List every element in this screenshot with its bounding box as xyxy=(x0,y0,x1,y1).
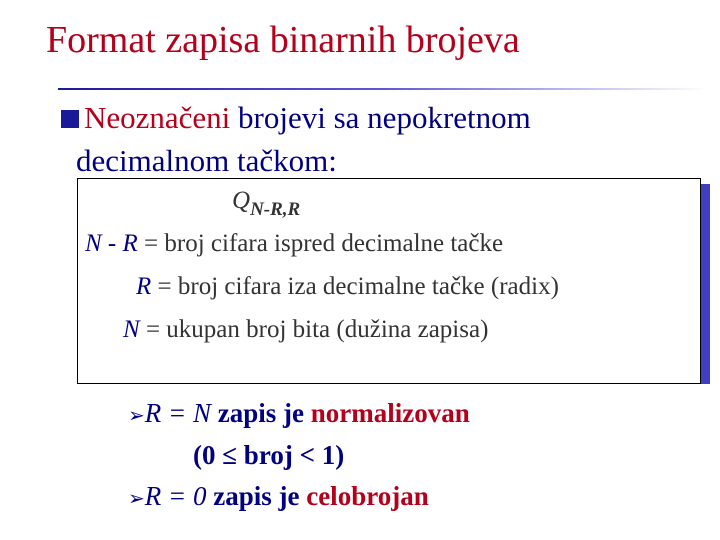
definition-text: = broj cifara iza decimalne tačke (radix) xyxy=(151,273,559,300)
variable: N xyxy=(123,316,140,343)
sub-bullet-text: zapis je xyxy=(211,398,311,428)
q-subscript: N-R,R xyxy=(250,199,301,220)
variable: R xyxy=(136,273,152,300)
bullet-text: brojevi sa nepokretnom xyxy=(230,100,531,135)
bullet-line-2: decimalnom tačkom: xyxy=(76,143,337,178)
range-condition: (0 ≤ broj < 1) xyxy=(193,440,345,470)
definition-box xyxy=(77,178,701,384)
slide-title: Format zapisa binarnih brojeva xyxy=(46,19,520,61)
sub-bullet-integer xyxy=(128,481,429,512)
definition-text: = ukupan broj bita (dužina zapisa) xyxy=(139,316,489,343)
square-bullet-icon xyxy=(61,110,79,128)
highlight-word: celobrojan xyxy=(306,481,429,511)
q-symbol: Q xyxy=(232,187,251,214)
definition-row-2 xyxy=(136,273,559,301)
bullet-line-1 xyxy=(84,100,531,136)
sub-bullet-text: zapis je xyxy=(206,481,307,511)
sub-bullet-normalized xyxy=(128,398,470,429)
q-notation xyxy=(232,187,300,221)
highlight-word: Neoznačeni xyxy=(84,100,231,135)
definition-text: = broj cifara ispred decimalne tačke xyxy=(137,230,504,257)
definition-row-1 xyxy=(85,230,503,258)
arrow-right-icon: ➢ xyxy=(128,405,145,427)
variable: N - R xyxy=(85,230,138,257)
title-underline xyxy=(58,88,708,90)
formula: R = N xyxy=(144,398,211,428)
definition-row-3 xyxy=(123,316,488,344)
highlight-word: normalizovan xyxy=(310,398,470,428)
formula: R = 0 xyxy=(144,481,207,511)
arrow-right-icon: ➢ xyxy=(128,488,145,510)
